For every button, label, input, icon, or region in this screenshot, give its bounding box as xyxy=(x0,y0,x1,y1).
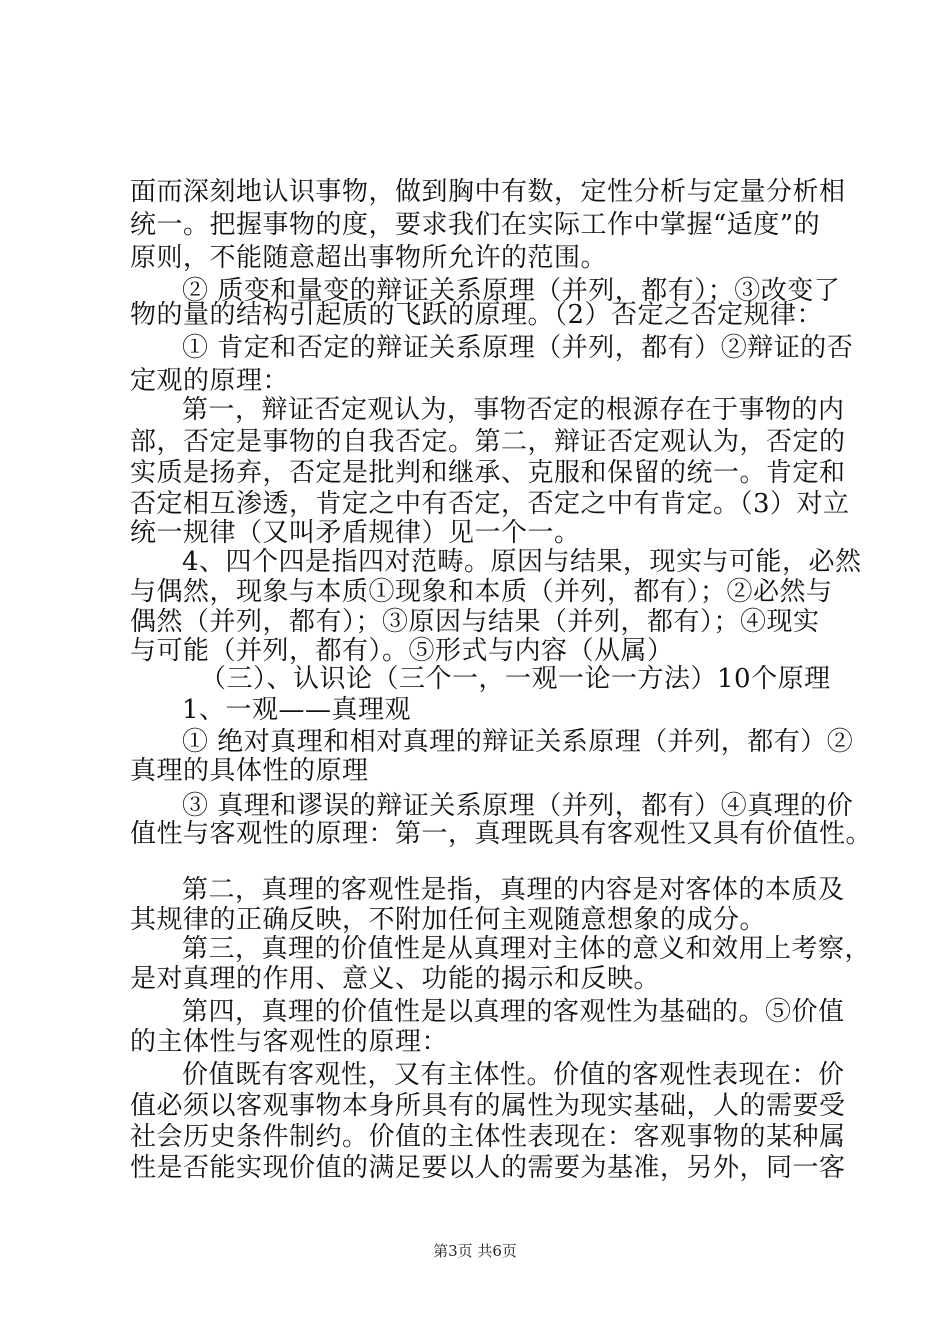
text-line: 真理的具体性的原理 xyxy=(130,756,369,786)
text-line: 原则，不能随意超出事物所允许的范围。 xyxy=(130,243,608,273)
text-line: ① 绝对真理和相对真理的辩证关系原理（并列，都有）② xyxy=(182,727,854,757)
text-line: 统一规律（又叫矛盾规律）见一个一。 xyxy=(130,518,581,548)
text-line: 性是否能实现价值的满足要以人的需要为基准，另外，同一客 xyxy=(130,1153,846,1183)
text-line: 第四，真理的价值性是以真理的客观性为基础的。⑤价值 xyxy=(182,997,845,1027)
text-line: 4、四个四是指四对范畴。原因与结果，现实与可能，必然 xyxy=(182,547,862,577)
text-line: 物的量的结构引起质的飞跃的原理。（2）否定之否定规律： xyxy=(130,300,824,330)
text-line: 定观的原理： xyxy=(130,366,290,396)
text-line: 第二，真理的客观性是指，真理的内容是对客体的本质及 xyxy=(182,875,845,905)
text-line: 其规律的正确反映，不附加任何主观随意想象的成分。 xyxy=(130,905,767,935)
text-line: 价值既有客观性，又有主体性。价值的客观性表现在：价 xyxy=(182,1060,845,1090)
text-line: 面而深刻地认识事物，做到胸中有数，定性分析与定量分析相 xyxy=(130,177,846,207)
page-number-footer: 第3页 共6页 xyxy=(433,1242,517,1260)
text-line: 与偶然，现象与本质①现象和本质（并列，都有）；②必然与 xyxy=(130,577,833,607)
text-line: 偶然（并列，都有）；③原因与结果（并列，都有）；④现实 xyxy=(130,607,820,637)
text-line: 第一，辩证否定观认为，事物否定的根源存在于事物的内 xyxy=(182,395,845,425)
text-line: 实质是扬弃，否定是批判和继承、克服和保留的统一。肯定和 xyxy=(130,458,846,488)
text-line: 部，否定是事物的自我否定。第二，辩证否定观认为，否定的 xyxy=(130,427,846,457)
text-line: 与可能（并列，都有）。⑤形式与内容（从属） xyxy=(130,636,674,666)
text-line: 值性与客观性的原理：第一，真理既具有客观性又具有价值性。 xyxy=(130,819,873,849)
text-line: ③ 真理和谬误的辩证关系原理（并列，都有）④真理的价 xyxy=(182,791,854,821)
text-line: ① 肯定和否定的辩证关系原理（并列，都有）②辩证的否 xyxy=(182,333,854,363)
text-line: 社会历史条件制约。价值的主体性表现在：客观事物的某种属 xyxy=(130,1122,846,1152)
text-line: 统一。把握事物的度，要求我们在实际工作中掌握“适度”的 xyxy=(130,210,821,240)
text-line: 否定相互渗透，肯定之中有否定，否定之中有肯定。（3）对立 xyxy=(130,489,850,519)
text-line: ② 质变和量变的辩证关系原理（并列，都有）；③改变了 xyxy=(182,276,841,306)
text-line: 第三，真理的价值性是从真理对主体的意义和效用上考察， xyxy=(182,934,872,964)
text-line: 的主体性与客观性的原理： xyxy=(130,1027,449,1057)
text-line: 值必须以客观事物本身所具有的属性为现实基础，人的需要受 xyxy=(130,1091,846,1121)
text-line: （三）、认识论（三个一，一观一论一方法）10个原理 xyxy=(200,664,831,694)
text-line: 1、一观——真理观 xyxy=(182,695,412,725)
text-line: 是对真理的作用、意义、功能的揭示和反映。 xyxy=(130,964,661,994)
